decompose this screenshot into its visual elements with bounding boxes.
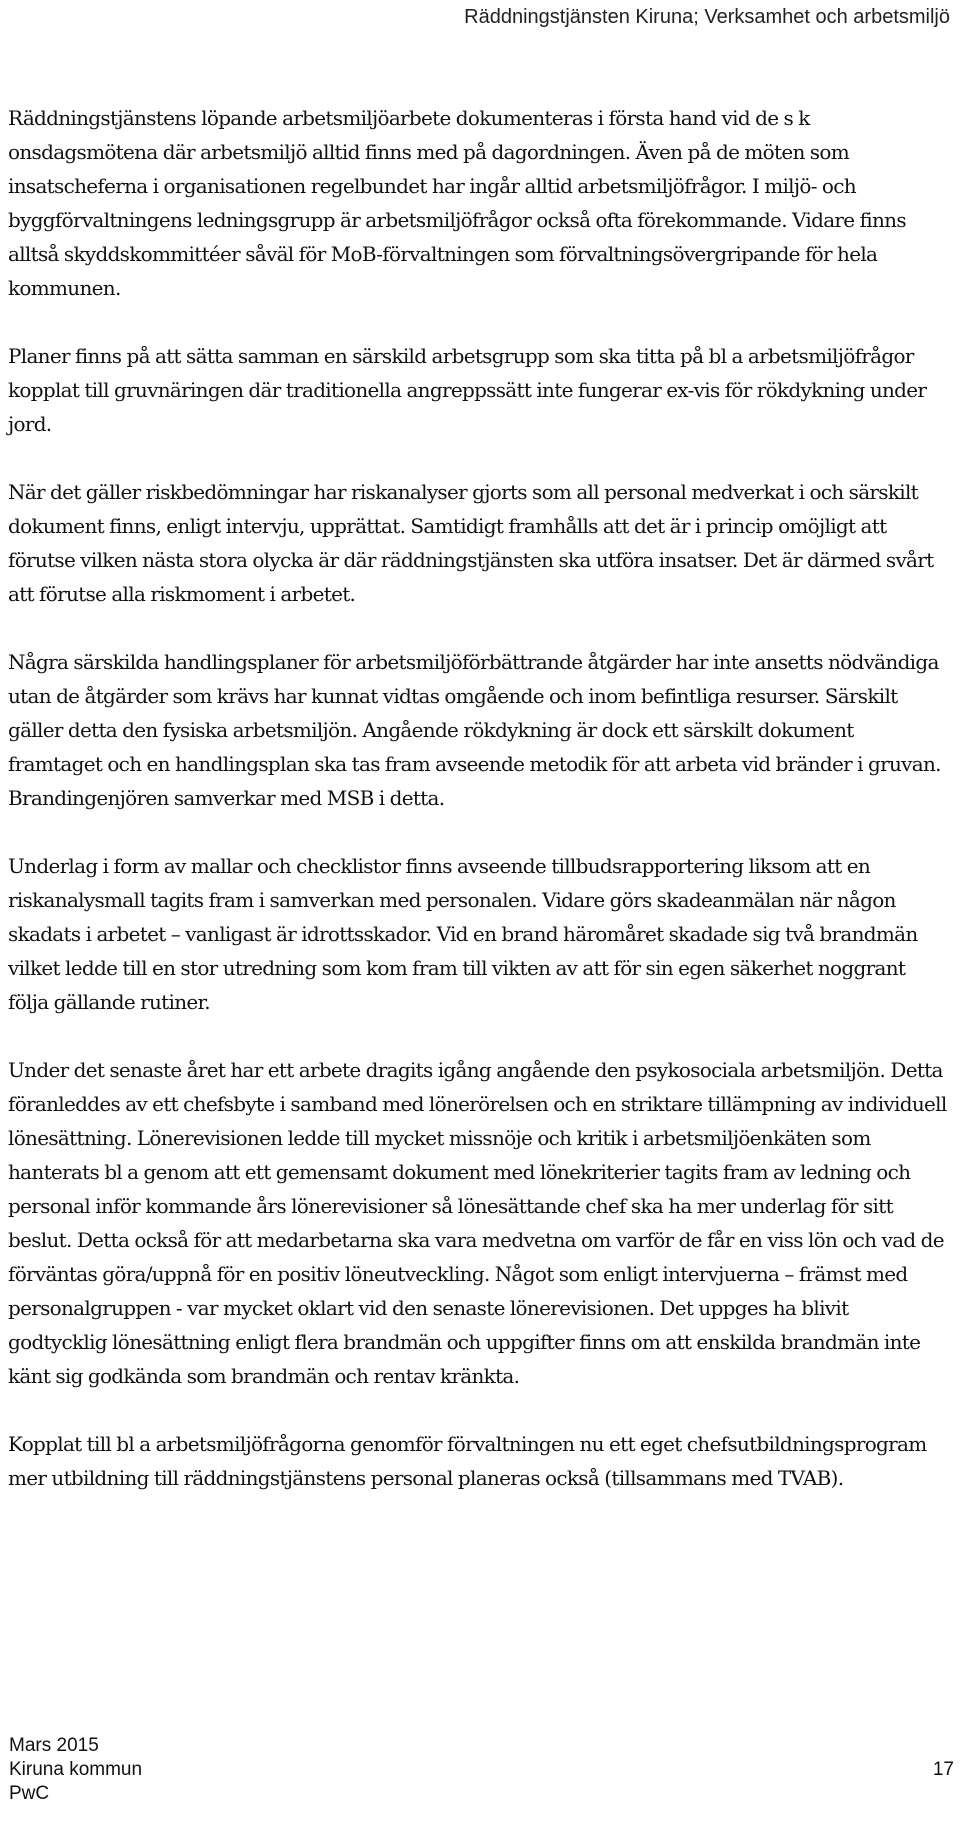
paragraph-psychosocial-environment: Under det senaste året har ett arbete dragits igång angående den psykosociala arbetsmiljön. Detta föranleddes av ett chefsbyte i samband med lönerörelsen och en striktare tillämpning av individuell lönesättning. Lönerevisionen ledde till mycket missnöje och kritik i arbetsmiljöenkäten som hanterats bl a genom att ett gemensamt dokument med lönekriterier tagits fram av ledning och personal inför kommande års lönerevisioner så lönesättande chef ska ha mer underlag för sitt beslut. Detta också för att medarbetarna ska vara medvetna om varför de får en viss lön och vad de förväntas göra/uppnå för en positiv löneutveckling. Något som enligt intervjuerna – främst med personalgruppen - var mycket oklart vid den senaste lönerevisionen. Det uppges ha blivit godtycklig lönesättning enligt flera brandmän och uppgifter finns om att enskilda brandmän inte känt sig godkända som brandmän och rentav kränkta. (8, 1058, 947, 1388)
paragraph-work-environment-documentation: Räddningstjänstens löpande arbetsmiljöarbete dokumenteras i första hand vid de s k onsdagsmötena där arbetsmiljö alltid finns med på dagordningen. Även på de möten som insatscheferna i organisationen regelbundet har ingår alltid arbetsmiljöfrågor. I miljö- och byggförvaltningens ledningsgrupp är arbetsmiljöfrågor också ofta förekommande. Vidare finns alltså skyddskommittéer såväl för MoB-förvaltningen som förvaltningsövergripande för hela kommunen. (8, 106, 906, 300)
paragraph-incident-reporting: Underlag i form av mallar och checklistor finns avseende tillbudsrapportering liksom att en riskanalysmall tagits fram i samverkan med personalen. Vidare görs skadeanmälan när någon skadats i arbetet – vanligast är idrottsskador. Vid en brand häromåret skadade sig två brandmän vilket ledde till en stor utredning som kom fram till vikten av att för sin egen säkerhet noggrant följa gällande rutiner. (8, 854, 918, 1014)
page-footer (9, 1734, 954, 1806)
page-number: 17 (932, 1759, 954, 1780)
paragraph-action-plans: Några särskilda handlingsplaner för arbetsmiljöförbättrande åtgärder har inte ansetts nödvändiga utan de åtgärder som krävs har kunnat vidtas omgående och inom befintliga resurser. Särskilt gäller detta den fysiska arbetsmiljön. Angående rökdykning är dock ett särskilt dokument framtaget och en handlingsplan ska tas fram avseende metodik för att arbeta vid bränder i gruvan. Brandingenjören samverkar med MSB i detta. (8, 650, 941, 810)
footer-organization: Kiruna kommun (9, 1759, 143, 1780)
paragraph-mining-working-group: Planer finns på att sätta samman en särskild arbetsgrupp som ska titta på bl a arbetsmiljöfrågor kopplat till gruvnäringen där traditionella angreppssätt inte fungerar ex-vis för rökdykning under jord. (8, 344, 927, 436)
running-header: Räddningstjänsten Kiruna; Verksamhet och arbetsmiljö (464, 6, 950, 28)
paragraph-manager-training: Kopplat till bl a arbetsmiljöfrågorna genomför förvaltningen nu ett eget chefsutbildningsprogram mer utbildning till räddningstjänstens personal planeras också (tillsammans med TVAB). (8, 1432, 927, 1490)
footer-firm: PwC (9, 1783, 50, 1804)
footer-date: Mars 2015 (9, 1735, 99, 1756)
body-text (8, 101, 950, 1529)
paragraph-risk-assessments: När det gäller riskbedömningar har riskanalyser gjorts som all personal medverkat i och särskilt dokument finns, enligt intervju, upprättat. Samtidigt framhålls att det är i princip omöjligt att förutse vilken nästa stora olycka är där räddningstjänsten ska utföra insatser. Det är därmed svårt att förutse alla riskmoment i arbetet. (8, 480, 934, 606)
